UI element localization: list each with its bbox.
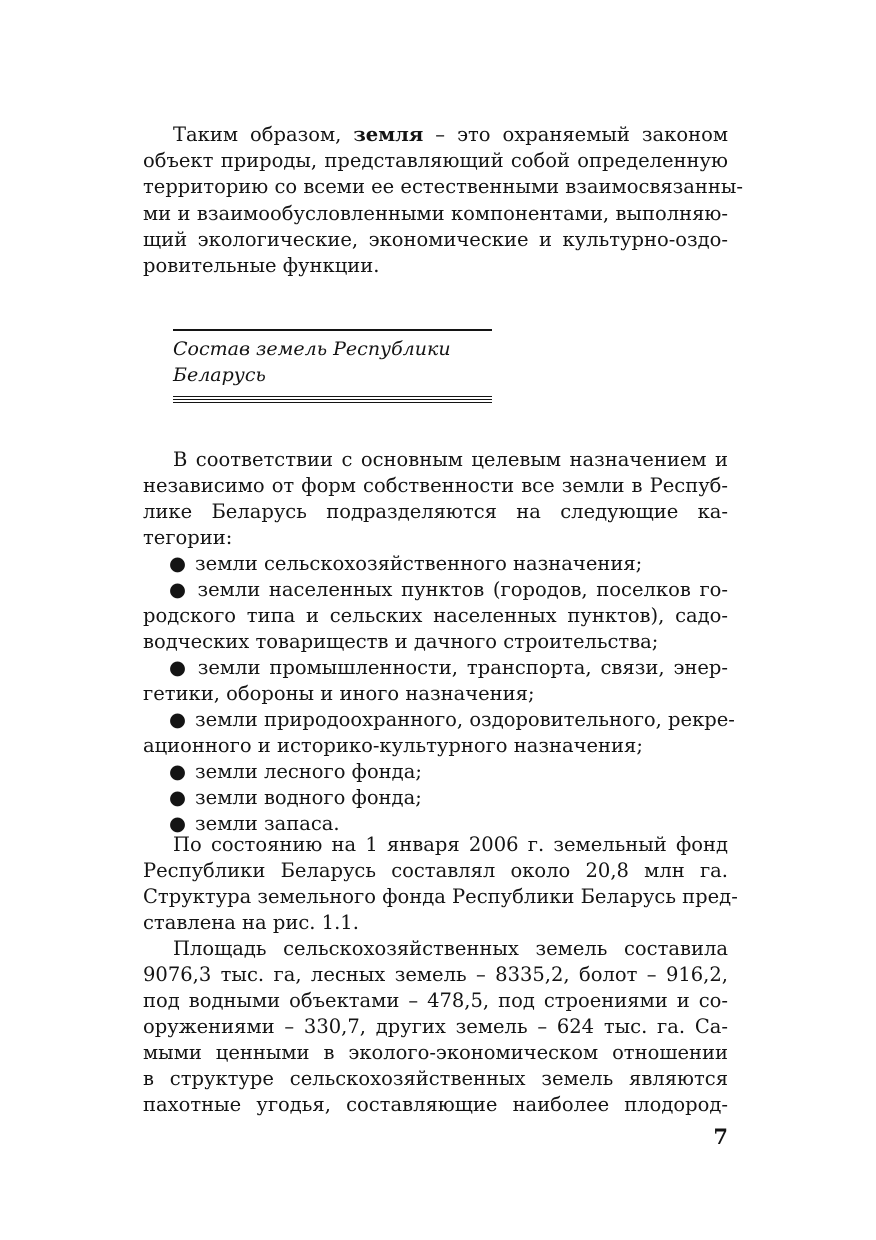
heading-top-rule bbox=[173, 329, 492, 331]
para4-line-7: пахотные угодья, составляющие наиболее плодород- bbox=[143, 1093, 728, 1116]
list-item-continuation: родского типа и сельских населенных пунктов), садо- bbox=[143, 604, 728, 627]
intro-line-2: объект природы, представляющий собой определенную bbox=[143, 149, 728, 172]
intro-line-4: ми и взаимообусловленными компонентами, выполняю- bbox=[143, 202, 728, 225]
list-item: ● земли природоохранного, оздоровительного, рекре- bbox=[169, 708, 735, 731]
intro-line-5: щий экологические, экономические и культурно-оздо- bbox=[143, 228, 728, 251]
list-item: ● земли населенных пунктов (городов, поселков го- bbox=[169, 578, 729, 601]
list-item: ● земли промышленности, транспорта, связи, энер- bbox=[169, 656, 728, 679]
list-item-continuation: ационного и историко-культурного назначения; bbox=[143, 734, 643, 757]
bullet-icon: ● bbox=[169, 708, 187, 731]
intro-line-6: ровительные функции. bbox=[143, 254, 380, 277]
list-item: ● земли лесного фонда; bbox=[169, 760, 422, 783]
bullet-icon: ● bbox=[169, 552, 187, 575]
bullet-icon: ● bbox=[169, 578, 189, 601]
intro-line-3: территорию со всеми ее естественными взаимосвязанны- bbox=[143, 175, 744, 198]
list-item-continuation: гетики, обороны и иного назначения; bbox=[143, 682, 535, 705]
section-heading-line-1: Состав земель Республики bbox=[173, 338, 451, 360]
para3-line-3: Структура земельного фонда Республики Беларусь пред- bbox=[143, 885, 738, 908]
page-number: 7 bbox=[713, 1124, 728, 1149]
para3-line-1: По состоянию на 1 января 2006 г. земельный фонд bbox=[173, 833, 728, 856]
para4-line-5: мыми ценными в эколого-экономическом отношении bbox=[143, 1041, 728, 1064]
bullet-icon: ● bbox=[169, 760, 187, 783]
para2-line-2: независимо от форм собственности все земли в Респуб- bbox=[143, 474, 728, 497]
para3-line-2: Республики Беларусь составлял около 20,8 млн га. bbox=[143, 859, 728, 882]
para4-line-2: 9076,3 тыс. га, лесных земель – 8335,2, болот – 916,2, bbox=[143, 963, 728, 986]
list-item: ● земли запаса. bbox=[169, 812, 340, 835]
heading-bottom-rule-1 bbox=[173, 396, 492, 397]
para4-line-4: оружениями – 330,7, других земель – 624 тыс. га. Са- bbox=[143, 1015, 728, 1038]
para3-line-4: ставлена на рис. 1.1. bbox=[143, 911, 359, 934]
list-item: ● земли сельскохозяйственного назначения; bbox=[169, 552, 643, 575]
bullet-icon: ● bbox=[169, 812, 187, 835]
para4-line-6: в структуре сельскохозяйственных земель являются bbox=[143, 1067, 728, 1090]
term-zemlya: земля bbox=[353, 123, 424, 146]
para2-line-1: В соответствии с основным целевым назначением и bbox=[173, 448, 728, 471]
para4-line-1: Площадь сельскохозяйственных земель составила bbox=[173, 937, 728, 960]
para2-line-3: лике Беларусь подразделяются на следующие ка- bbox=[143, 500, 728, 523]
bullet-icon: ● bbox=[169, 786, 187, 809]
para4-line-3: под водными объектами – 478,5, под строениями и со- bbox=[143, 989, 728, 1012]
heading-bottom-rule-3 bbox=[173, 402, 492, 403]
para2-line-4: тегории: bbox=[143, 526, 233, 549]
list-item: ● земли водного фонда; bbox=[169, 786, 422, 809]
bullet-icon: ● bbox=[169, 656, 189, 679]
section-heading-line-2: Беларусь bbox=[173, 364, 266, 386]
intro-line-1: Таким образом, земля – это охраняемый законом bbox=[173, 123, 728, 146]
list-item-continuation: водческих товариществ и дачного строительства; bbox=[143, 630, 659, 653]
heading-bottom-rule-2 bbox=[173, 399, 492, 400]
